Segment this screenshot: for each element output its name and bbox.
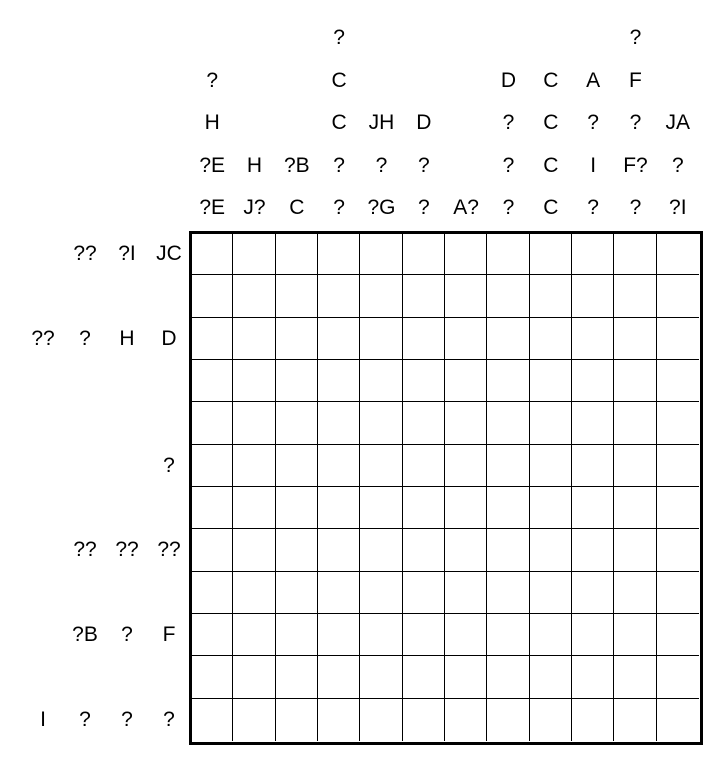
row-clue: I — [40, 707, 46, 731]
grid-cell[interactable] — [530, 487, 572, 529]
column-clue: ?E — [199, 153, 225, 177]
grid-cell[interactable] — [572, 318, 614, 360]
column-clue: ?I — [669, 196, 687, 219]
grid-cell[interactable] — [572, 529, 614, 571]
grid-cell[interactable] — [487, 487, 529, 529]
grid-cell[interactable] — [318, 275, 360, 317]
grid-cell[interactable] — [614, 487, 656, 529]
grid-cell[interactable] — [657, 572, 699, 614]
row-clue: ? — [121, 623, 133, 647]
grid-cell[interactable] — [403, 318, 445, 360]
grid-cell[interactable] — [445, 487, 487, 529]
grid-cell[interactable] — [233, 318, 275, 360]
grid-cell[interactable] — [318, 318, 360, 360]
row-clue: ?? — [73, 242, 97, 266]
grid-cell[interactable] — [487, 275, 529, 317]
column-clue: ? — [629, 111, 642, 134]
column-clue: J? — [243, 196, 266, 219]
row-clue: ? — [121, 707, 133, 731]
grid-cell[interactable] — [360, 318, 402, 360]
grid-cell[interactable] — [191, 360, 233, 402]
grid-cell[interactable] — [614, 529, 656, 571]
grid-cell[interactable] — [657, 318, 699, 360]
grid-cell[interactable] — [614, 402, 656, 444]
grid-cell[interactable] — [657, 233, 699, 275]
grid-cell[interactable] — [657, 487, 699, 529]
row-clue: ? — [163, 453, 175, 477]
grid-cell[interactable] — [530, 402, 572, 444]
grid-cell[interactable] — [191, 529, 233, 571]
grid-cell[interactable] — [487, 614, 529, 656]
grid-cell[interactable] — [276, 614, 318, 656]
grid-cell[interactable] — [614, 656, 656, 698]
column-clue: H — [246, 153, 263, 177]
grid-cell[interactable] — [445, 445, 487, 487]
column-clue: C — [543, 153, 559, 177]
row-clue: ?I — [118, 242, 136, 266]
grid-cell[interactable] — [360, 402, 402, 444]
grid-cell[interactable] — [191, 487, 233, 529]
column-clue: ? — [502, 111, 515, 134]
grid-cell[interactable] — [487, 233, 529, 275]
grid-cell[interactable] — [487, 699, 529, 741]
grid-cell[interactable] — [360, 572, 402, 614]
grid-cell[interactable] — [318, 656, 360, 698]
column-clue: F — [629, 68, 642, 92]
grid-cell[interactable] — [360, 487, 402, 529]
grid-cell[interactable] — [487, 402, 529, 444]
column-clue: ?B — [283, 153, 310, 177]
grid-cell[interactable] — [657, 614, 699, 656]
grid-cell[interactable] — [276, 445, 318, 487]
grid-cell[interactable] — [318, 614, 360, 656]
grid-cell[interactable] — [657, 445, 699, 487]
column-clue: F? — [623, 153, 648, 177]
column-clue: D — [416, 111, 432, 134]
grid-cell[interactable] — [318, 487, 360, 529]
grid-cell[interactable] — [657, 275, 699, 317]
grid-cell[interactable] — [614, 318, 656, 360]
row-clue: ?? — [157, 538, 181, 562]
grid-cell[interactable] — [318, 402, 360, 444]
grid-cell[interactable] — [530, 275, 572, 317]
grid-cell[interactable] — [233, 656, 275, 698]
grid-cell[interactable] — [403, 614, 445, 656]
grid-cell[interactable] — [530, 699, 572, 741]
grid-cell[interactable] — [403, 656, 445, 698]
grid-cell[interactable] — [276, 233, 318, 275]
grid-cell[interactable] — [403, 275, 445, 317]
grid-cell[interactable] — [233, 614, 275, 656]
grid-cell[interactable] — [233, 233, 275, 275]
grid-cell[interactable] — [276, 656, 318, 698]
grid-cell[interactable] — [530, 529, 572, 571]
grid-cell[interactable] — [445, 614, 487, 656]
column-clue: ? — [333, 26, 345, 49]
grid-cell[interactable] — [360, 614, 402, 656]
grid-cell[interactable] — [318, 445, 360, 487]
grid-cell[interactable] — [191, 445, 233, 487]
grid-cell[interactable] — [530, 445, 572, 487]
grid-cell[interactable] — [487, 656, 529, 698]
column-clue: ? — [587, 111, 599, 134]
grid-cell[interactable] — [657, 699, 699, 741]
column-clue: ? — [671, 153, 684, 177]
row-clue: ?? — [115, 538, 139, 562]
grid-cell[interactable] — [487, 360, 529, 402]
grid-cell[interactable] — [572, 445, 614, 487]
row-clue: ? — [79, 707, 91, 731]
puzzle-grid — [191, 233, 699, 741]
column-clue: ? — [587, 196, 599, 219]
grid-cell[interactable] — [276, 699, 318, 741]
grid-cell[interactable] — [233, 275, 275, 317]
grid-cell[interactable] — [445, 360, 487, 402]
column-clue: JA — [665, 111, 691, 134]
grid-cell[interactable] — [614, 572, 656, 614]
grid-cell[interactable] — [657, 656, 699, 698]
grid-cell[interactable] — [233, 360, 275, 402]
grid-cell[interactable] — [318, 233, 360, 275]
grid-cell[interactable] — [191, 233, 233, 275]
column-clue: ?E — [199, 196, 225, 219]
column-clue: ? — [417, 196, 430, 219]
grid-cell[interactable] — [403, 233, 445, 275]
grid-cell[interactable] — [614, 360, 656, 402]
row-clue: ? — [79, 326, 91, 350]
row-clue: ?? — [31, 326, 55, 350]
grid-cell[interactable] — [191, 572, 233, 614]
column-clue: C — [331, 68, 347, 92]
grid-cell[interactable] — [572, 402, 614, 444]
grid-cell[interactable] — [614, 275, 656, 317]
grid-cell[interactable] — [487, 529, 529, 571]
grid-cell[interactable] — [233, 699, 275, 741]
grid-cell[interactable] — [360, 275, 402, 317]
grid-cell[interactable] — [276, 487, 318, 529]
grid-cell[interactable] — [318, 360, 360, 402]
grid-cell[interactable] — [276, 318, 318, 360]
grid-cell[interactable] — [403, 529, 445, 571]
grid-cell[interactable] — [614, 614, 656, 656]
grid-cell[interactable] — [276, 275, 318, 317]
column-clue: C — [543, 111, 559, 134]
column-clue: JH — [368, 111, 395, 134]
grid-cell[interactable] — [403, 360, 445, 402]
grid-cell[interactable] — [276, 360, 318, 402]
grid-cell[interactable] — [318, 572, 360, 614]
grid-cell[interactable] — [657, 402, 699, 444]
grid-cell[interactable] — [445, 233, 487, 275]
grid-cell[interactable] — [572, 699, 614, 741]
grid-cell[interactable] — [614, 699, 656, 741]
grid-cell[interactable] — [233, 402, 275, 444]
column-clue: ? — [206, 68, 218, 92]
grid-cell[interactable] — [445, 275, 487, 317]
row-clue: F — [162, 623, 176, 647]
grid-cell[interactable] — [572, 614, 614, 656]
column-clue: ? — [417, 153, 430, 177]
row-clue: ? — [163, 707, 175, 731]
grid-cell[interactable] — [572, 360, 614, 402]
grid-cell[interactable] — [445, 318, 487, 360]
column-clue: C — [543, 196, 559, 219]
column-clue: C — [331, 111, 347, 134]
column-clue: ? — [333, 196, 345, 219]
grid-cell[interactable] — [530, 360, 572, 402]
grid-cell[interactable] — [657, 529, 699, 571]
grid-cell[interactable] — [445, 402, 487, 444]
grid-cell[interactable] — [445, 656, 487, 698]
column-clue: ? — [502, 196, 515, 219]
grid-cell[interactable] — [572, 656, 614, 698]
column-clue: A — [586, 68, 601, 92]
grid-cell[interactable] — [403, 699, 445, 741]
column-clue: A? — [453, 196, 479, 219]
column-clue: I — [590, 153, 597, 177]
grid-cell[interactable] — [403, 487, 445, 529]
column-clue: H — [204, 111, 220, 134]
grid-cell[interactable] — [191, 318, 233, 360]
grid-cell[interactable] — [233, 445, 275, 487]
column-clue: ? — [629, 26, 642, 49]
grid-cell[interactable] — [318, 699, 360, 741]
column-clue: ? — [502, 153, 515, 177]
column-clue: ? — [375, 153, 388, 177]
grid-cell[interactable] — [572, 233, 614, 275]
grid-cell[interactable] — [530, 233, 572, 275]
grid-cell[interactable] — [233, 529, 275, 571]
grid-cell[interactable] — [572, 487, 614, 529]
grid-cell[interactable] — [572, 275, 614, 317]
grid-cell[interactable] — [360, 529, 402, 571]
grid-cell[interactable] — [276, 529, 318, 571]
grid-cell[interactable] — [657, 360, 699, 402]
column-clue: ? — [629, 196, 642, 219]
grid-cell[interactable] — [276, 402, 318, 444]
row-clue: H — [119, 326, 135, 350]
grid-cell[interactable] — [360, 656, 402, 698]
grid-cell[interactable] — [530, 572, 572, 614]
grid-cell[interactable] — [191, 699, 233, 741]
grid-cell[interactable] — [445, 529, 487, 571]
column-clue: C — [543, 68, 559, 92]
grid-cell[interactable] — [318, 529, 360, 571]
grid-cell[interactable] — [487, 318, 529, 360]
grid-cell[interactable] — [360, 360, 402, 402]
column-clue: ? — [333, 153, 345, 177]
row-clue: ?B — [72, 623, 98, 647]
grid-cell[interactable] — [614, 445, 656, 487]
row-clue: ?? — [73, 538, 97, 562]
grid-cell[interactable] — [614, 233, 656, 275]
grid-cell[interactable] — [530, 656, 572, 698]
grid-cell[interactable] — [572, 572, 614, 614]
grid-cell[interactable] — [445, 699, 487, 741]
grid-cell[interactable] — [191, 656, 233, 698]
grid-cell[interactable] — [191, 402, 233, 444]
grid-cell[interactable] — [487, 445, 529, 487]
grid-cell[interactable] — [276, 572, 318, 614]
grid-cell[interactable] — [445, 572, 487, 614]
grid-cell[interactable] — [191, 275, 233, 317]
grid-cell[interactable] — [403, 572, 445, 614]
column-clue: ?G — [367, 196, 396, 219]
column-clue: C — [289, 196, 305, 219]
grid-cell[interactable] — [403, 402, 445, 444]
grid-cell[interactable] — [233, 572, 275, 614]
column-clue: D — [500, 68, 517, 92]
grid-cell[interactable] — [530, 614, 572, 656]
grid-cell[interactable] — [403, 445, 445, 487]
grid-cell[interactable] — [530, 318, 572, 360]
grid-cell[interactable] — [191, 614, 233, 656]
grid-cell[interactable] — [233, 487, 275, 529]
grid-cell[interactable] — [360, 233, 402, 275]
grid-cell[interactable] — [360, 699, 402, 741]
grid-cell[interactable] — [487, 572, 529, 614]
row-clue: D — [161, 326, 177, 350]
row-clue: JC — [156, 242, 182, 266]
grid-cell[interactable] — [360, 445, 402, 487]
